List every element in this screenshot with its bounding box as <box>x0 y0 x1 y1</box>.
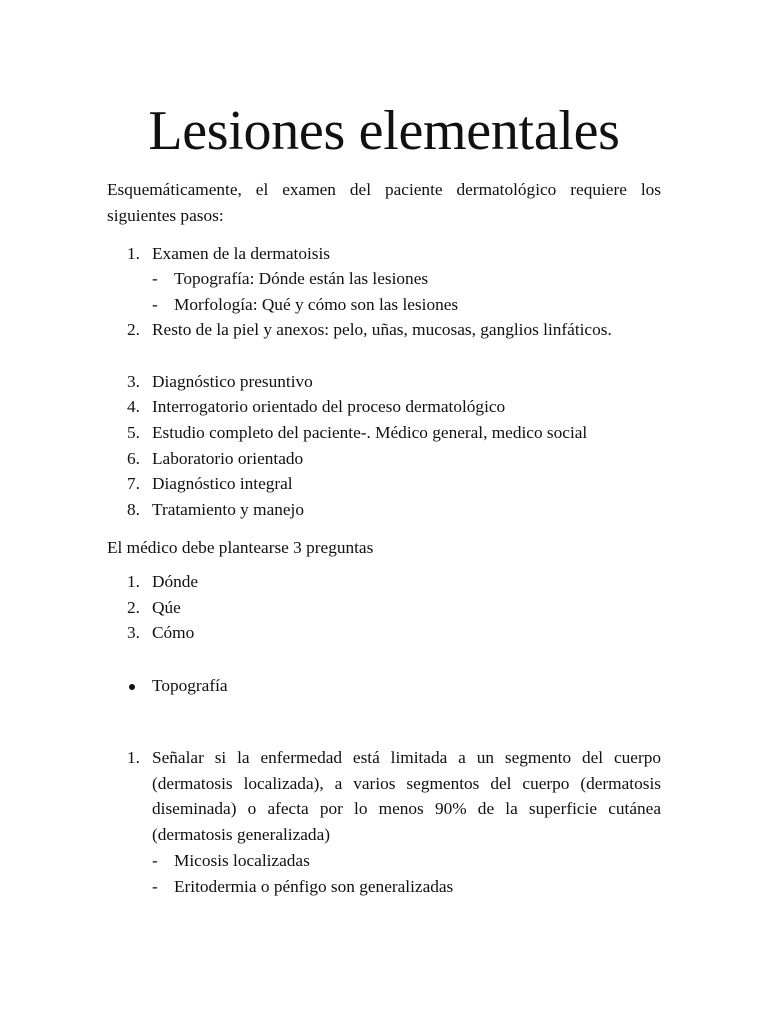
list-item <box>107 394 661 420</box>
list-number: 7. <box>127 474 140 493</box>
list-text: Eritodermia o pénfigo son generalizadas <box>174 877 454 896</box>
sub-list-item <box>107 292 661 318</box>
list-dash: - <box>152 851 158 870</box>
list-item <box>107 446 661 472</box>
list-dash: - <box>152 295 158 314</box>
list-number: 5. <box>127 423 140 442</box>
list-text: Dónde <box>152 572 199 591</box>
list-dash: - <box>152 877 158 896</box>
list-dash: - <box>152 269 158 288</box>
list-text: Micosis localizadas <box>174 851 310 870</box>
sub-list-item <box>107 848 661 874</box>
list-item <box>107 471 661 497</box>
list-text: Topografía: Dónde están las lesiones <box>174 269 429 288</box>
list-text: Morfología: Qué y cómo son las lesiones <box>174 295 459 314</box>
list-text: Señalar si la enfermedad está limitada a un segmento del cuerpo (dermatosis localizada), a varios segmentos del cuerpo (dermatosis diseminada) o afecta por lo menos 90% de la superficie cutánea (dermatosis generalizada) <box>152 748 661 844</box>
list-number: 6. <box>127 449 140 468</box>
list-number: 8. <box>127 500 140 519</box>
list-number: 2. <box>127 598 140 617</box>
bullet-text: Topografía <box>152 676 228 695</box>
list-number: 2. <box>127 320 140 339</box>
list-number: 3. <box>127 623 140 642</box>
list-item <box>107 420 661 446</box>
list-item <box>107 317 661 343</box>
list-number: 1. <box>127 748 140 767</box>
bullet-item <box>107 673 661 699</box>
sub-list-item <box>107 266 661 292</box>
list-item <box>107 241 661 267</box>
list-item <box>107 620 661 646</box>
list-item <box>107 595 661 621</box>
list-text: Diagnóstico integral <box>152 474 293 493</box>
list-text: Qúe <box>152 598 181 617</box>
list-item <box>107 497 661 523</box>
list-item <box>107 369 661 395</box>
list-text: Resto de la piel y anexos: pelo, uñas, mucosas, ganglios linfáticos. <box>152 320 612 339</box>
sub-list-item <box>107 874 661 900</box>
intro-paragraph: Esquemáticamente, el examen del paciente dermatológico requiere los siguientes pasos: <box>107 180 661 225</box>
list-text: Cómo <box>152 623 195 642</box>
list-text: Tratamiento y manejo <box>152 500 304 519</box>
list-number: 1. <box>127 244 140 263</box>
list-text: Laboratorio orientado <box>152 449 304 468</box>
page-title: Lesiones elementales <box>148 100 620 162</box>
list-item <box>107 569 661 595</box>
list-item <box>107 745 661 847</box>
list-number: 3. <box>127 372 140 391</box>
list-text: Examen de la dermatoisis <box>152 244 331 263</box>
questions-intro: El médico debe plantearse 3 preguntas <box>107 538 374 557</box>
list-number: 1. <box>127 572 140 591</box>
bullet-icon <box>129 684 135 690</box>
list-number: 4. <box>127 397 140 416</box>
list-text: Interrogatorio orientado del proceso dermatológico <box>152 397 506 416</box>
list-text: Diagnóstico presuntivo <box>152 372 313 391</box>
list-text: Estudio completo del paciente-. Médico general, medico social <box>152 423 588 442</box>
